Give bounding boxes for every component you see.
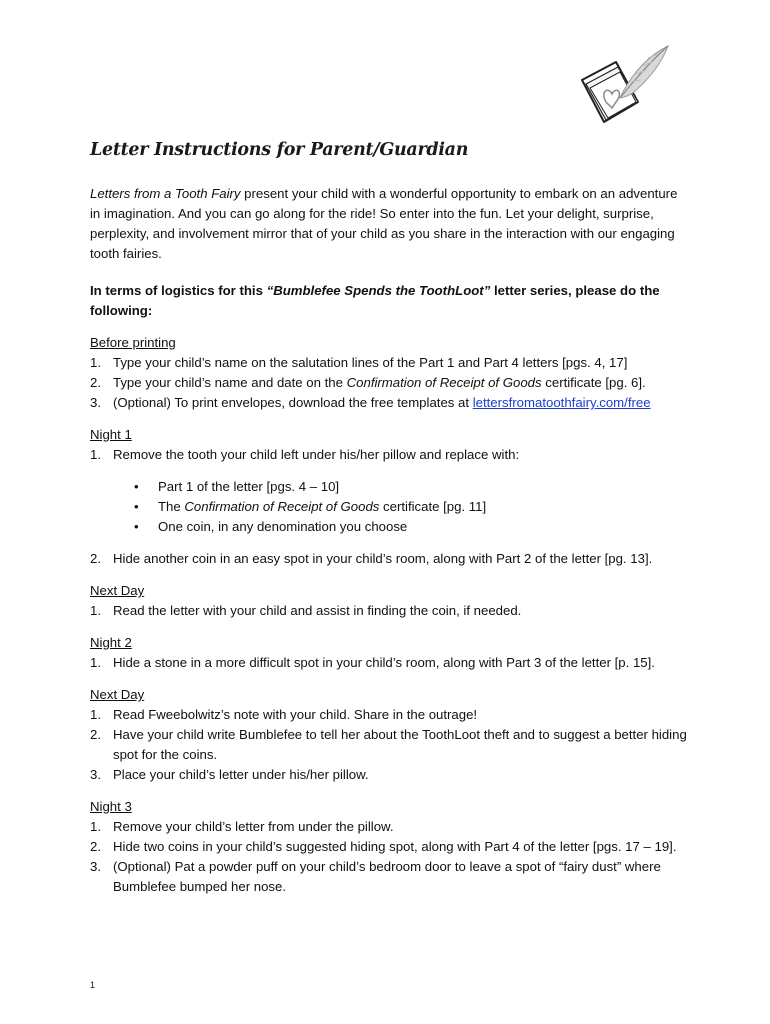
section-heading: Before printing	[90, 335, 176, 350]
section-heading: Next Day	[90, 583, 145, 598]
item-text: Remove the tooth your child left under his/her pillow and replace with:	[113, 447, 520, 462]
item-text: Hide a stone in a more difficult spot in your child’s room, along with Part 3 of the letter [p. 15].	[113, 655, 655, 670]
intro-italic-lead: Letters from a Tooth Fairy	[90, 186, 241, 201]
section-next-day-2	[90, 685, 690, 785]
bullet-text: Part 1 of the letter [pgs. 4 – 10]	[158, 479, 340, 494]
quill-and-letter-icon	[576, 40, 676, 132]
item-text: Hide another coin in an easy spot in your child’s room, along with Part 2 of the letter [pg. 13].	[113, 551, 653, 566]
item-text	[113, 373, 690, 393]
series-title: “Bumblefee Spends the ToothLoot”	[266, 283, 491, 298]
certificate-title: Confirmation of Receipt of Goods	[184, 499, 380, 514]
item-text: Type your child’s name on the salutation lines of the Part 1 and Part 4 letters [pgs. 4, 17]	[113, 355, 628, 370]
page-number: 1	[90, 980, 96, 990]
item-text-pre: Type your child’s name and date on the	[113, 375, 347, 390]
bullet-text-pre: The	[158, 499, 185, 514]
section-next-day-1	[90, 581, 690, 621]
section-night-1	[90, 425, 690, 569]
section-heading: Night 3	[90, 799, 132, 814]
item-text: Remove your child’s letter from under the pillow.	[113, 819, 394, 834]
bullet-list	[90, 477, 690, 537]
item-number: 2.	[90, 839, 101, 854]
list-item	[90, 725, 690, 765]
item-text: Hide two coins in your child’s suggested hiding spot, along with Part 4 of the letter [pgs. 17 – 19].	[113, 839, 677, 854]
item-text: Read Fweebolwitz’s note with your child. Share in the outrage!	[113, 707, 478, 722]
intro-text: present your child with a wonderful opportunity to embark on an adventure in imagination. And you can go along for the ride! So enter into the fun. Let your delight, surprise, perplexity, and involvement mirror that of your child as you share in the interaction with our engaging tooth fairies.	[90, 186, 678, 261]
list-item	[90, 445, 690, 465]
list-item	[90, 373, 690, 393]
list-item	[90, 705, 690, 725]
bullet-item	[90, 477, 690, 497]
list-item	[90, 549, 690, 569]
list-item	[90, 353, 690, 373]
item-text-post: certificate [pg. 6].	[541, 375, 646, 390]
item-text: Read the letter with your child and assist in finding the coin, if needed.	[113, 603, 522, 618]
item-number: 1.	[90, 355, 101, 370]
bullet-icon: •	[134, 499, 139, 514]
item-number: 1.	[90, 447, 101, 462]
list-item	[90, 857, 690, 897]
section-before-printing	[90, 333, 690, 413]
item-number: 1.	[90, 603, 101, 618]
bullet-item	[90, 497, 690, 517]
item-number: 1.	[90, 655, 101, 670]
item-number: 3.	[90, 859, 101, 874]
list-item	[90, 817, 690, 837]
item-text	[113, 393, 690, 413]
item-text-pre: (Optional) To print envelopes, download the free templates at	[113, 395, 473, 410]
section-night-3	[90, 797, 690, 897]
list-item	[90, 601, 690, 621]
page-title: Letter Instructions for Parent/Guardian	[90, 140, 469, 160]
item-text: (Optional) Pat a powder puff on your child’s bedroom door to leave a spot of “fairy dust” where Bumblefee bumped her nose.	[113, 859, 661, 894]
item-text: Have your child write Bumblefee to tell her about the ToothLoot theft and to suggest a better hiding spot for the coins.	[113, 727, 687, 762]
instructions-body	[90, 184, 690, 909]
item-number: 3.	[90, 767, 101, 782]
bullet-text	[158, 497, 486, 517]
templates-link[interactable]: lettersfromatoothfairy.com/free	[472, 395, 651, 410]
section-heading: Night 2	[90, 635, 132, 650]
item-number: 1.	[90, 707, 101, 722]
bullet-text: One coin, in any denomination you choose	[158, 519, 408, 534]
item-number: 2.	[90, 375, 101, 390]
intro-paragraph	[90, 184, 690, 264]
logistics-after: letter series, please do the following:	[90, 283, 660, 318]
section-night-2	[90, 633, 690, 673]
logistics-before: In terms of logistics for this	[90, 283, 267, 298]
section-heading: Next Day	[90, 687, 145, 702]
item-number: 3.	[90, 395, 101, 410]
bullet-item	[90, 517, 690, 537]
list-item	[90, 765, 690, 785]
item-number: 1.	[90, 819, 101, 834]
item-text: Place your child’s letter under his/her pillow.	[113, 767, 369, 782]
bullet-icon: •	[134, 519, 139, 534]
bullet-icon: •	[134, 479, 139, 494]
certificate-title: Confirmation of Receipt of Goods	[346, 375, 542, 390]
bullet-text-post: certificate [pg. 11]	[379, 499, 487, 514]
list-item	[90, 653, 690, 673]
item-number: 2.	[90, 551, 101, 566]
section-heading: Night 1	[90, 427, 132, 442]
list-item	[90, 837, 690, 857]
list-item	[90, 393, 690, 413]
logistics-statement	[90, 281, 690, 321]
item-number: 2.	[90, 727, 101, 742]
